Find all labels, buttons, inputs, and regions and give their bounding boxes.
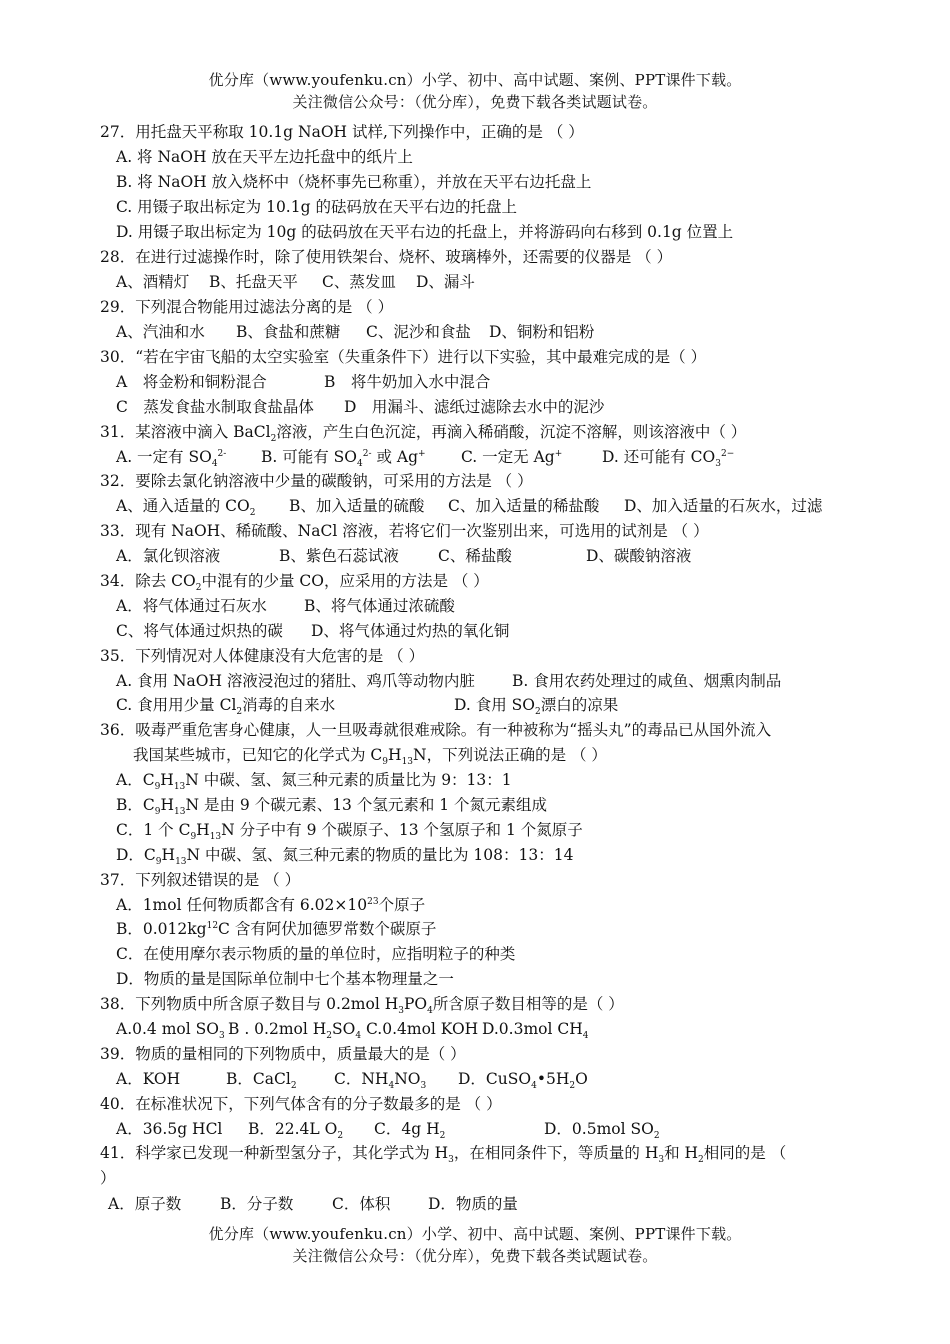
- question-29-stem: 29．下列混合物能用过滤法分离的是 （ ）: [100, 298, 394, 316]
- question-38-option-a: A.0.4 mol $SO_3$: [116, 1020, 225, 1042]
- question-27-option-b: B. 将 NaOH 放入烧杯中（烧杯事先已称重），并放在天平右边托盘上: [116, 173, 592, 191]
- question-33-option-b: B、紫色石蕊试液: [279, 547, 399, 565]
- question-33-stem: 33．现有 NaOH、稀硫酸、NaCl 溶液，若将它们一次鉴别出来，可选用的试剂是 （ ）: [100, 522, 709, 540]
- question-28-stem: 28．在进行过滤操作时，除了使用铁架台、烧杯、玻璃棒外，还需要的仪器是 （ ）: [100, 248, 673, 266]
- question-32-option-d: D、加入适量的石灰水，过滤: [624, 497, 823, 515]
- question-40-option-c: C．4g $H_2$: [374, 1120, 446, 1142]
- question-35-option-c: C. 食用用少量 $Cl_2$消毒的自来水: [116, 696, 336, 718]
- question-33-option-d: D、碳酸钠溶液: [586, 547, 692, 565]
- question-41-option-b: B．分子数: [220, 1195, 294, 1213]
- page-footer-line-1: 优分库（www.youfenku.cn）小学、初中、高中试题、案例、PPT课件下载。: [208, 1225, 742, 1243]
- question-34-option-b: B、将气体通过浓硫酸: [304, 597, 455, 615]
- page-header-line-2: 关注微信公众号：（优分库），免费下载各类试题试卷。: [292, 93, 658, 111]
- question-32-option-b: B、加入适量的硫酸: [289, 497, 425, 515]
- question-41-stem: 41．科学家已发现一种新型氢分子，其化学式为 $H_3$，在相同条件下，等质量的 $H_3$和 $H_2$相同的是 （: [100, 1144, 787, 1166]
- question-39-option-b: B．CaCl$_2$: [226, 1070, 297, 1092]
- question-31-option-c: C. 一定无 Ag+: [461, 448, 563, 466]
- question-37-option-b: B．$0.012kg^{12}C$ 含有阿伏加德罗常数个碳原子: [116, 920, 437, 938]
- question-37-stem: 37．下列叙述错误的是 （ ）: [100, 871, 301, 889]
- question-33-option-a: A．氯化钡溶液: [116, 547, 221, 565]
- question-27-option-c: C. 用镊子取出标定为 10.1g 的砝码放在天平右边的托盘上: [116, 198, 517, 216]
- question-39-option-c: C．$NH_4NO_3$: [334, 1070, 427, 1092]
- question-32-option-a: A、通入适量的 $CO_2$: [116, 497, 256, 519]
- question-29-option-d: D、铜粉和铝粉: [489, 323, 595, 341]
- question-36-option-a: A．$C_9H_{13}N$ 中碳、氢、氮三种元素的质量比为 9：13：1: [116, 771, 512, 793]
- question-29-option-b: B、食盐和蔗糖: [236, 323, 341, 341]
- question-36-option-c: C．1 个 $C_9H_{13}N$ 分子中有 9 个碳原子、13 个氢原子和 1 个氮原子: [116, 821, 583, 843]
- question-30-option-c: C 蒸发食盐水制取食盐晶体: [116, 398, 314, 416]
- question-38-option-c: C.0.4mol KOH: [366, 1020, 479, 1038]
- question-31-option-a: A. 一定有 $SO_4^{2-}$: [116, 448, 227, 470]
- question-32-stem: 32．要除去氯化钠溶液中少量的碳酸钠，可采用的方法是 （ ）: [100, 472, 533, 490]
- question-28-option-c: C、蒸发皿: [322, 273, 396, 291]
- question-30-option-d: D 用漏斗、滤纸过滤除去水中的泥沙: [344, 398, 605, 416]
- question-31-option-b: B. 可能有 $SO_4^{2-}$ 或 Ag+: [261, 448, 426, 470]
- question-39-option-a: A．KOH: [116, 1070, 181, 1088]
- question-31-option-d: D. 还可能有 $CO_3^{2-}$: [602, 448, 735, 470]
- question-29-option-a: A、汽油和水: [116, 323, 205, 341]
- question-34-option-a: A．将气体通过石灰水: [116, 597, 267, 615]
- question-40-option-d: D．0.5mol $SO_2$: [544, 1120, 660, 1142]
- question-35-stem: 35．下列情况对人体健康没有大危害的是 （ ）: [100, 647, 425, 665]
- question-36-option-b: B．$C_9H_{13}N$ 是由 9 个碳元素、13 个氢元素和 1 个氮元素组成: [116, 796, 548, 818]
- question-35-option-d: D. 食用 $SO_2$漂白的凉果: [454, 696, 619, 718]
- question-35-option-a: A. 食用 NaOH 溶液浸泡过的猪肚、鸡爪等动物内脏: [116, 672, 475, 690]
- question-27-option-d: D. 用镊子取出标定为 10g 的砝码放在天平右边的托盘上，并将游码向右移到 0.1g 位置上: [116, 223, 734, 241]
- question-30-stem: 30．“若在宇宙飞船的太空实验室（失重条件下）进行以下实验，其中最难完成的是（ ）: [100, 348, 707, 366]
- question-37-option-d: D．物质的量是国际单位制中七个基本物理量之一: [116, 970, 454, 988]
- question-36-stem-line-2: 我国某些城市，已知它的化学式为 $C_9H_{13}N$，下列说法正确的是 （ ）: [133, 746, 607, 768]
- question-39-option-d: D．$CuSO_4•5H_2O$: [458, 1070, 588, 1092]
- question-40-option-b: B．22.4L $O_2$: [248, 1120, 344, 1142]
- question-39-stem: 39．物质的量相同的下列物质中，质量最大的是（ ）: [100, 1045, 466, 1063]
- question-28-option-a: A、酒精灯: [116, 273, 190, 291]
- question-33-option-c: C、稀盐酸: [438, 547, 512, 565]
- question-27-option-a: A. 将 NaOH 放在天平左边托盘中的纸片上: [116, 148, 413, 166]
- question-32-option-c: C、加入适量的稀盐酸: [448, 497, 600, 515]
- question-41-option-a: A．原子数: [108, 1195, 182, 1213]
- question-37-option-a: A．1mol 任何物质都含有 $6.02\times 10^{23}$个原子: [116, 896, 426, 914]
- question-28-option-b: B、托盘天平: [209, 273, 298, 291]
- question-27-stem: 27．用托盘天平称取 10.1g NaOH 试样,下列操作中，正确的是 （ ）: [100, 123, 584, 141]
- question-29-option-c: C、泥沙和食盐: [366, 323, 471, 341]
- question-41-option-c: C．体积: [332, 1195, 391, 1213]
- question-36-stem-line-1: 36．吸毒严重危害身心健康，人一旦吸毒就很难戒除。有一种被称为“摇头丸”的毒品已从国外流入: [100, 721, 772, 739]
- question-38-option-d: D.0.3mol $CH_4$: [482, 1020, 589, 1042]
- question-41-stem-line-2: ）: [100, 1169, 116, 1187]
- question-35-option-b: B. 食用农药处理过的咸鱼、烟熏肉制品: [512, 672, 782, 690]
- question-34-stem: 34．除去 $CO_2$中混有的少量 CO，应采用的方法是 （ ）: [100, 572, 489, 594]
- question-31-stem: 31．某溶液中滴入 BaCl$_2$溶液，产生白色沉淀，再滴入稀硝酸，沉淀不溶解，则该溶液中（ ）: [100, 423, 747, 445]
- question-30-option-a: A 将金粉和铜粉混合: [116, 373, 267, 391]
- question-38-stem: 38．下列物质中所含原子数目与 0.2mol $H_3PO_4$所含原子数目相等的是（ ）: [100, 995, 624, 1017]
- question-41-option-d: D．物质的量: [428, 1195, 518, 1213]
- question-34-option-d: D、将气体通过灼热的氧化铜: [311, 622, 510, 640]
- question-40-stem: 40．在标准状况下，下列气体含有的分子数最多的是 （ ）: [100, 1095, 502, 1113]
- question-34-option-c: C、将气体通过炽热的碳: [116, 622, 283, 640]
- page-header-line-1: 优分库（www.youfenku.cn）小学、初中、高中试题、案例、PPT课件下载。: [208, 71, 742, 89]
- question-40-option-a: A．36.5g HCl: [116, 1120, 223, 1138]
- question-38-option-b: B . 0.2mol $H_2SO_4$: [228, 1020, 362, 1042]
- question-30-option-b: B 将牛奶加入水中混合: [324, 373, 491, 391]
- question-28-option-d: D、漏斗: [416, 273, 475, 291]
- page-footer-line-2: 关注微信公众号：（优分库），免费下载各类试题试卷。: [292, 1247, 658, 1265]
- question-37-option-c: C．在使用摩尔表示物质的量的单位时，应指明粒子的种类: [116, 945, 516, 963]
- question-36-option-d: D．$C_9H_{13}N$ 中碳、氢、氮三种元素的物质的量比为 108：13：14: [116, 846, 574, 868]
